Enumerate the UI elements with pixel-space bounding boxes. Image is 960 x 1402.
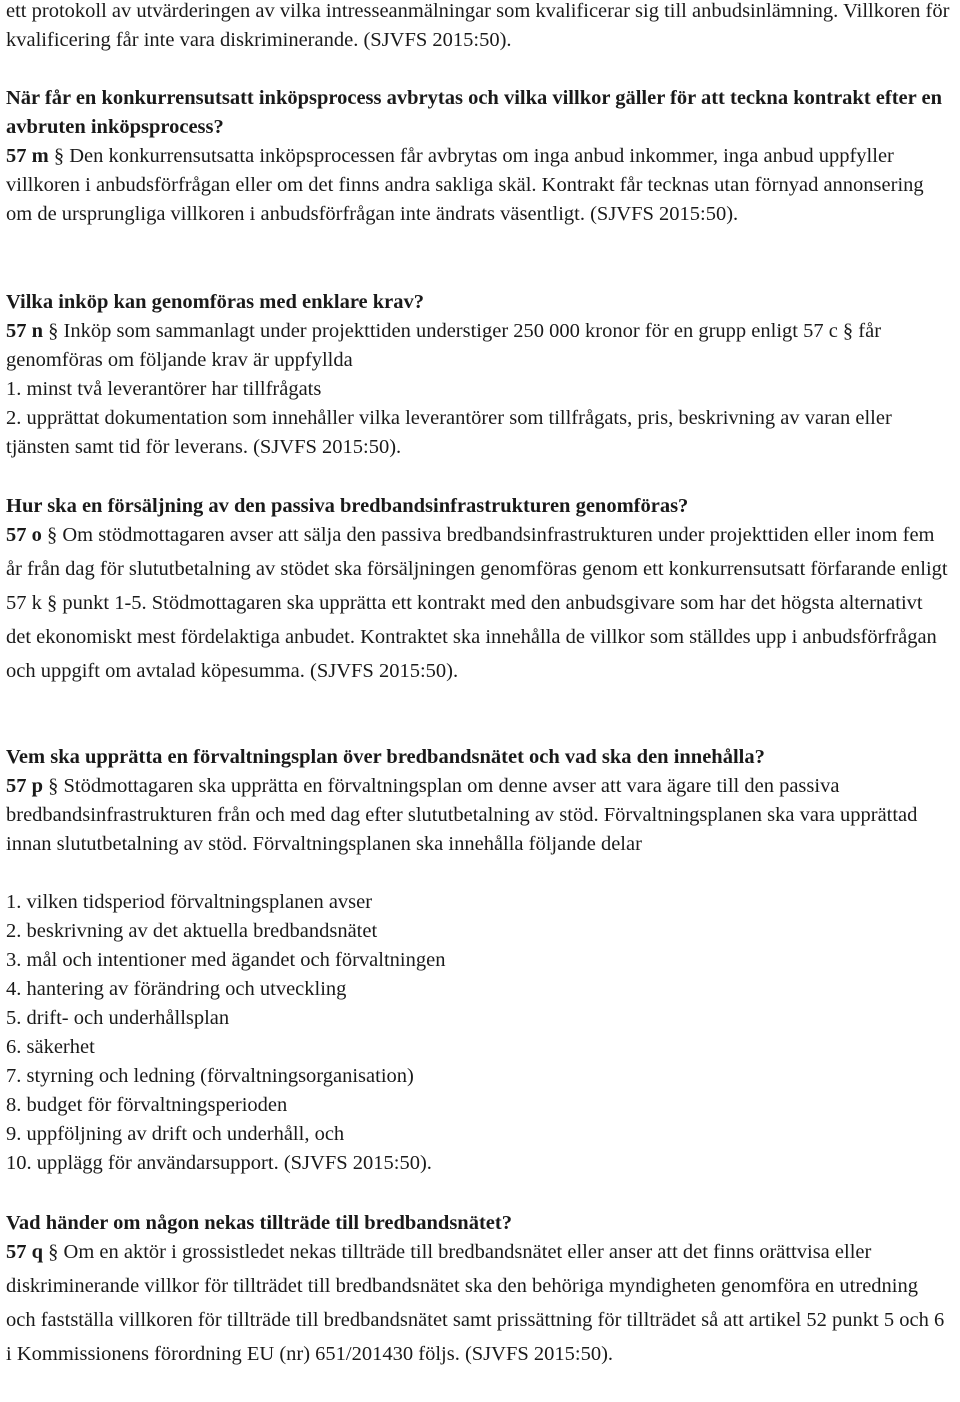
section-number: 57 q [6,1241,44,1263]
section-paragraph-57q [6,1235,950,1371]
list-item: 2. beskrivning av det aktuella bredbandsnätet [6,920,378,942]
section-body: Inköp som sammanlagt under projekttiden understiger 250 000 kronor för en grupp enligt 57 c § får genomföras om följande krav är uppfyllda [6,320,882,371]
list-57n [6,375,950,462]
section-heading-57o: Hur ska en försäljning av den passiva bredbandsinfrastrukturen genomföras? [6,495,689,517]
list-item: 1. minst två leverantörer har tillfrågats [6,378,322,400]
section-paragraph-57n [6,317,950,375]
section-paragraph-57m [6,142,950,229]
list-item: 5. drift- och underhållsplan [6,1007,230,1029]
list-item: 9. uppföljning av drift och underhåll, och [6,1123,345,1145]
paragraph-sign: § [48,1241,59,1263]
list-item: 10. upplägg för användarsupport. (SJVFS 2015:50). [6,1152,432,1174]
list-item: 8. budget för förvaltningsperioden [6,1094,288,1116]
section-heading-57q: Vad händer om någon nekas tillträde till bredbandsnätet? [6,1212,512,1234]
list-item: 3. mål och intentioner med ägandet och förvaltningen [6,949,446,971]
paragraph-sign: § [48,320,59,342]
section-number: 57 m [6,145,49,167]
section-heading-57p: Vem ska upprätta en förvaltningsplan över bredbandsnätet och vad ska den innehålla? [6,746,765,768]
section-body: Om stödmottagaren avser att sälja den passiva bredbandsinfrastrukturen under projekttiden eller inom fem år från dag för slututbetalning av stödet ska försäljningen genomföras genom ett konkurrensutsatt förfarande enligt 57 k § punkt 1-5. Stödmottagaren ska upprätta ett kontrakt med den anbudsgivare som har det högsta alternativt det ekonomiskt mest fördelaktiga anbudet. Kontraktet ska innehålla de villkor som ställdes upp i anbudsförfrågan och uppgift om avtalad köpesumma. (SJVFS 2015:50). [6,524,948,682]
list-item: 6. säkerhet [6,1036,95,1058]
section-number: 57 n [6,320,44,342]
list-57p [6,888,950,1178]
section-body: Om en aktör i grossistledet nekas tillträde till bredbandsnätet eller anser att det finns orättvisa eller diskriminerande villkor för tillträdet till bredbandsnätet ska den behöriga myndigheten genomföra en utredning och fastställa villkoren för tillträde till bredbandsnätet samt prissättning för tillträdet så att artikel 52 punkt 5 och 6 i Kommissionens förordning EU (nr) 651/201430 följs. (SJVFS 2015:50). [6,1241,945,1365]
section-number: 57 p [6,775,44,797]
section-paragraph-57p [6,772,950,859]
list-item: 2. upprättat dokumentation som innehåller vilka leverantörer som tillfrågats, pris, beskrivning av varan eller tjänsten samt tid för leverans. (SJVFS 2015:50). [6,407,892,458]
section-body: Den konkurrensutsatta inköpsprocessen får avbrytas om inga anbud inkommer, inga anbud uppfyller villkoren i anbudsförfrågan eller om det finns andra sakliga skäl. Kontrakt får tecknas utan förnyad annonsering om de ursprungliga villkoren i anbudsförfrågan inte ändrats väsentligt. (SJVFS 2015:50). [6,145,924,225]
section-heading-57m: När får en konkurrensutsatt inköpsprocess avbrytas och vilka villkor gäller för att teckna kontrakt efter en avbruten inköpsprocess? [6,87,942,138]
list-item: 4. hantering av förändring och utveckling [6,978,347,1000]
intro-paragraph: ett protokoll av utvärderingen av vilka intresseanmälningar som kvalificerar sig till anbudsinlämning. Villkoren för kvalificering får inte vara diskriminerande. (SJVFS 2015:50). [6,0,950,51]
section-heading-57n: Vilka inköp kan genomföras med enklare krav? [6,291,425,313]
list-item: 1. vilken tidsperiod förvaltningsplanen avser [6,891,373,913]
section-body: Stödmottagaren ska upprätta en förvaltningsplan om denne avser att vara ägare till den passiva bredbandsinfrastrukturen från och med dag efter slututbetalning av stöd. Förvaltningsplanen ska vara upprättad innan slututbetalning av stöd. Förvaltningsplanen ska innehålla följande delar [6,775,918,855]
paragraph-sign: § [47,524,58,546]
paragraph-sign: § [48,775,59,797]
paragraph-sign: § [53,145,65,167]
section-paragraph-57o [6,518,950,688]
section-number: 57 o [6,524,42,546]
list-item: 7. styrning och ledning (förvaltningsorganisation) [6,1065,414,1087]
